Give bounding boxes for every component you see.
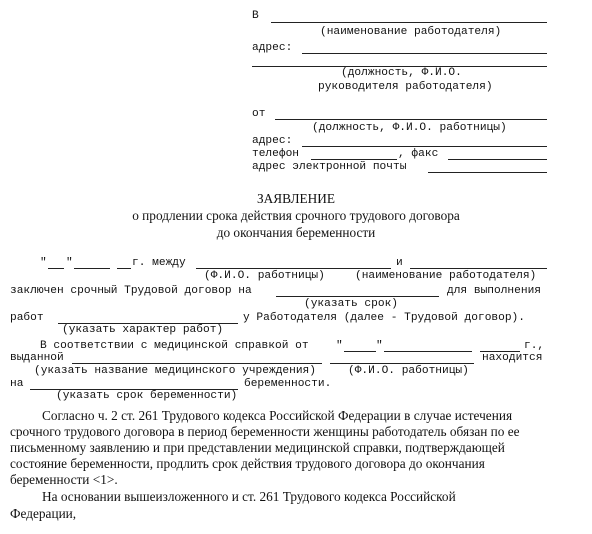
med-month-line (384, 351, 472, 352)
employee-name-line (196, 268, 391, 269)
cap-med-inst: (указать название медицинского учреждения) (34, 365, 316, 377)
address-line-2 (302, 146, 547, 147)
document-title: ЗАЯВЛЕНИЕ (257, 191, 335, 206)
email-label: адрес электронной почты (252, 161, 407, 173)
head-caption-1: (должность, Ф.И.О. (341, 67, 462, 79)
med-institution-line (72, 363, 322, 364)
p1-line-3: письменному заявлению и при представлении медицинской справки, подтверждающей (10, 440, 505, 455)
employer-name-line-2 (410, 268, 547, 269)
address-label-2: адрес: (252, 135, 293, 147)
pregnancy-word: беременности. (244, 378, 332, 390)
cap-employee-2: (Ф.И.О. работницы) (348, 365, 469, 377)
employee-name-line-2 (330, 363, 474, 364)
employer-name-line (271, 22, 547, 23)
to-prefix: В (252, 10, 259, 22)
p1-line-2: срочного трудового договора в период беременности женщины работодатель обязан по ее (10, 424, 520, 439)
from-prefix: от (252, 108, 266, 120)
address-line (302, 53, 547, 54)
employer-caption: (наименование работодателя) (320, 26, 502, 38)
on-word: на (10, 378, 24, 390)
for-performing: для выполнения (447, 285, 541, 297)
and-word: и (396, 257, 403, 269)
cap-term: (указать срок) (304, 298, 398, 310)
p2-line-2: Федерации, (10, 506, 77, 521)
med-quote-open: " (336, 340, 343, 352)
head-caption-2: руководителя работодателя) (318, 81, 493, 93)
contract-text: заключен срочный Трудовой договор на (10, 285, 252, 297)
year-short: г., (524, 340, 545, 352)
fax-label: , факс (398, 148, 439, 160)
title-line-2: до окончания беременности (216, 225, 376, 240)
p1-line-1: Согласно ч. 2 ст. 261 Трудового кодекса Российской Федерации в случае истечения (42, 408, 513, 423)
title-line-1: о продлении срока действия срочного трудового договора (132, 208, 460, 223)
cap-work-type: (указать характер работ) (62, 324, 224, 336)
med-quote-close: " (376, 340, 383, 352)
located-word: находится (482, 352, 543, 364)
p1-line-4: состояние беременности, продлить срок действия трудового договора до окончания (10, 456, 485, 471)
address-label: адрес: (252, 42, 293, 54)
employee-caption: (должность, Ф.И.О. работницы) (312, 122, 507, 134)
year-between: г. между (132, 257, 186, 269)
date-day-line (48, 268, 64, 269)
fax-line (448, 159, 547, 160)
phone-label: телефон (252, 148, 299, 160)
works-word: работ (10, 312, 44, 324)
contract-term-line (276, 296, 439, 297)
date-year-line (117, 268, 131, 269)
p2-line-1: На основании вышеизложенного и ст. 261 Трудового кодекса Российской (42, 489, 456, 504)
cap-employee: (Ф.И.О. работницы) (204, 270, 325, 282)
issued-word: выданной (10, 352, 64, 364)
date-month-line (74, 268, 110, 269)
med-day-line (344, 351, 376, 352)
p1-line-5: беременности <1>. (10, 472, 118, 487)
date-quote-close: " (66, 257, 73, 269)
phone-line (311, 159, 397, 160)
email-line (428, 172, 547, 173)
date-quote-open: " (40, 257, 47, 269)
cap-pregnancy-term: (указать срок беременности) (56, 390, 238, 402)
medical-text: В соответствии с медицинской справкой от (40, 340, 309, 352)
at-employer: у Работодателя (далее - Трудовой договор). (243, 312, 525, 324)
cap-employer: (наименование работодателя) (355, 270, 537, 282)
employee-line (275, 119, 547, 120)
